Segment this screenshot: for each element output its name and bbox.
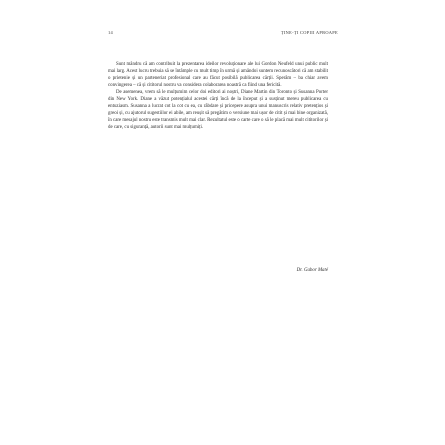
running-title: ȚINE-ȚI COPIII APROAPE [280,30,338,35]
page-body [108,62,328,132]
paragraph: Sunt mândru că am contribuit la prezentarea ideilor revoluționare ale lui Gordon Neufeld unui public mult mai larg. Acest lucru trebuia să se întâmple cu mult timp în urmă și amândoi suntem recunoscători că am stabilit o prietenie și un parteneriat profesional care au făcut posibilă publicarea cărții. Sperăm – ba chiar avem convingerea – că și cititorul nostru va considera colaborarea noastră ca fiind una fericită. [108,62,328,88]
paragraph: De asemenea, vrem să le mulțumim celor doi editori ai noștri, Diane Martin din Toronto și Susanna Porter din New York. Diane a văzut potențialul acestei cărți încă de la început și a susținut mereu publicarea cu entuziasm. Susanna a lucrat cot la cot cu ea, cu răbdare și pricepere asupra unui manuscris relativ pretențios și greoi și, cu ajutorul sugestiilor ei abile, am reușit să pregătim o versiune mai ușor de citit și mai bine organizată, în care mesajul nostru este transmis mult mai clar. Rezultatul este o carte care o să le placă mai mult cititorilor și de care, cu siguranță, autorii sunt mai mulțumiți. [108,90,329,130]
signature: Dr. Gabor Maté [296,268,328,273]
page-number: 14 [108,30,113,35]
page-header [108,30,338,35]
